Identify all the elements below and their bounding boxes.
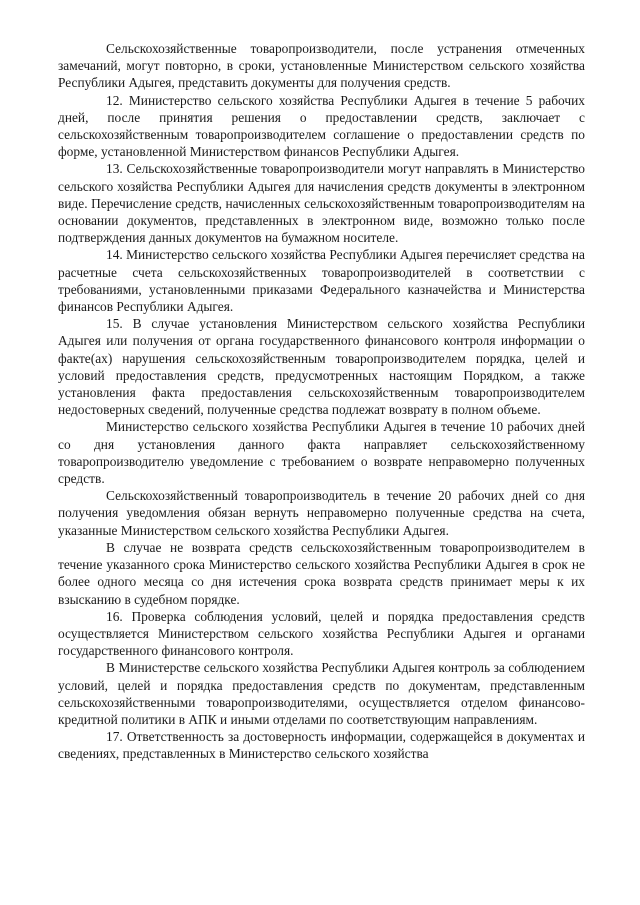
paragraph-resubmission: Сельскохозяйственные товаропроизводители, после устранения отмеченных замечаний, могут повторно, в сроки, установленные Министерством сельского хозяйства Республики Адыгея, представить документы для получения средств. — [58, 41, 585, 91]
paragraph-refund-deadline: Сельскохозяйственный товаропроизводитель в течение 20 рабочих дней со дня получения уведомления обязан вернуть неправомерно полученные средства на счета, указанные Министерством сельского хозяйства Республики Адыгея. — [58, 488, 585, 538]
paragraph-15: 15. В случае установления Министерством сельского хозяйства Республики Адыгея или получения от органа государственного финансового контроля информации о факте(ах) нарушения сельскохозяйственным товаропроизводителем порядка, целей и условий предоставления средств, предусмотренных настоящим Порядком, а также установления факта предоставления сельскохозяйственным товаропроизводителем недостоверных сведений, полученные средства подлежат возврату в полном объеме. — [58, 316, 585, 418]
paragraph-notification: Министерство сельского хозяйства Республики Адыгея в течение 10 рабочих дней со дня установления данного факта направляет сельскохозяйственному товаропроизводителю уведомление с требованием о возврате неправомерно полученных средств. — [58, 419, 585, 487]
paragraph-13: 13. Сельскохозяйственные товаропроизводители могут направлять в Министерство сельского хозяйства Республики Адыгея для начисления средств документы в электронном виде. Перечисление средств, начисленных сельскохозяйственным товаропроизводителям на основании документов, представленных в электронном виде, возможно только после подтверждения данных документов на бумажном носителе. — [58, 161, 585, 246]
paragraph-12: 12. Министерство сельского хозяйства Республики Адыгея в течение 5 рабочих дней, после принятия решения о предоставлении средств, заключает с сельскохозяйственным товаропроизводителем соглашение о предоставлении средств по форме, установленной Министерством финансов Республики Адыгея. — [58, 92, 585, 160]
paragraph-court-recovery: В случае не возврата средств сельскохозяйственным товаропроизводителем в течение указанного срока Министерство сельского хозяйства Республики Адыгея в срок не более одного месяца со дня истечения срока возврата средств принимает меры к их взысканию в судебном порядке. — [58, 539, 585, 607]
paragraph-14: 14. Министерство сельского хозяйства Республики Адыгея перечисляет средства на расчетные счета сельскохозяйственных товаропроизводителей в соответствии с требованиями, установленными приказами Федерального казначейства и Министерства финансов Республики Адыгея. — [58, 247, 585, 315]
paragraph-control-department: В Министерстве сельского хозяйства Республики Адыгея контроль за соблюдением условий, целей и порядка предоставления средств по документам, представленным сельскохозяйственными товаропроизводителями, осуществляется отделом финансово-кредитной политики в АПК и иными отделами по соответствующим направлениям. — [58, 660, 585, 727]
paragraph-17: 17. Ответственность за достоверность информации, содержащейся в документах и сведениях, представленных в Министерство сельского хозяйства — [58, 729, 585, 762]
paragraph-16: 16. Проверка соблюдения условий, целей и порядка предоставления средств осуществляется Министерством сельского хозяйства Республики Адыгея и органами государственного финансового контроля. — [58, 608, 585, 659]
